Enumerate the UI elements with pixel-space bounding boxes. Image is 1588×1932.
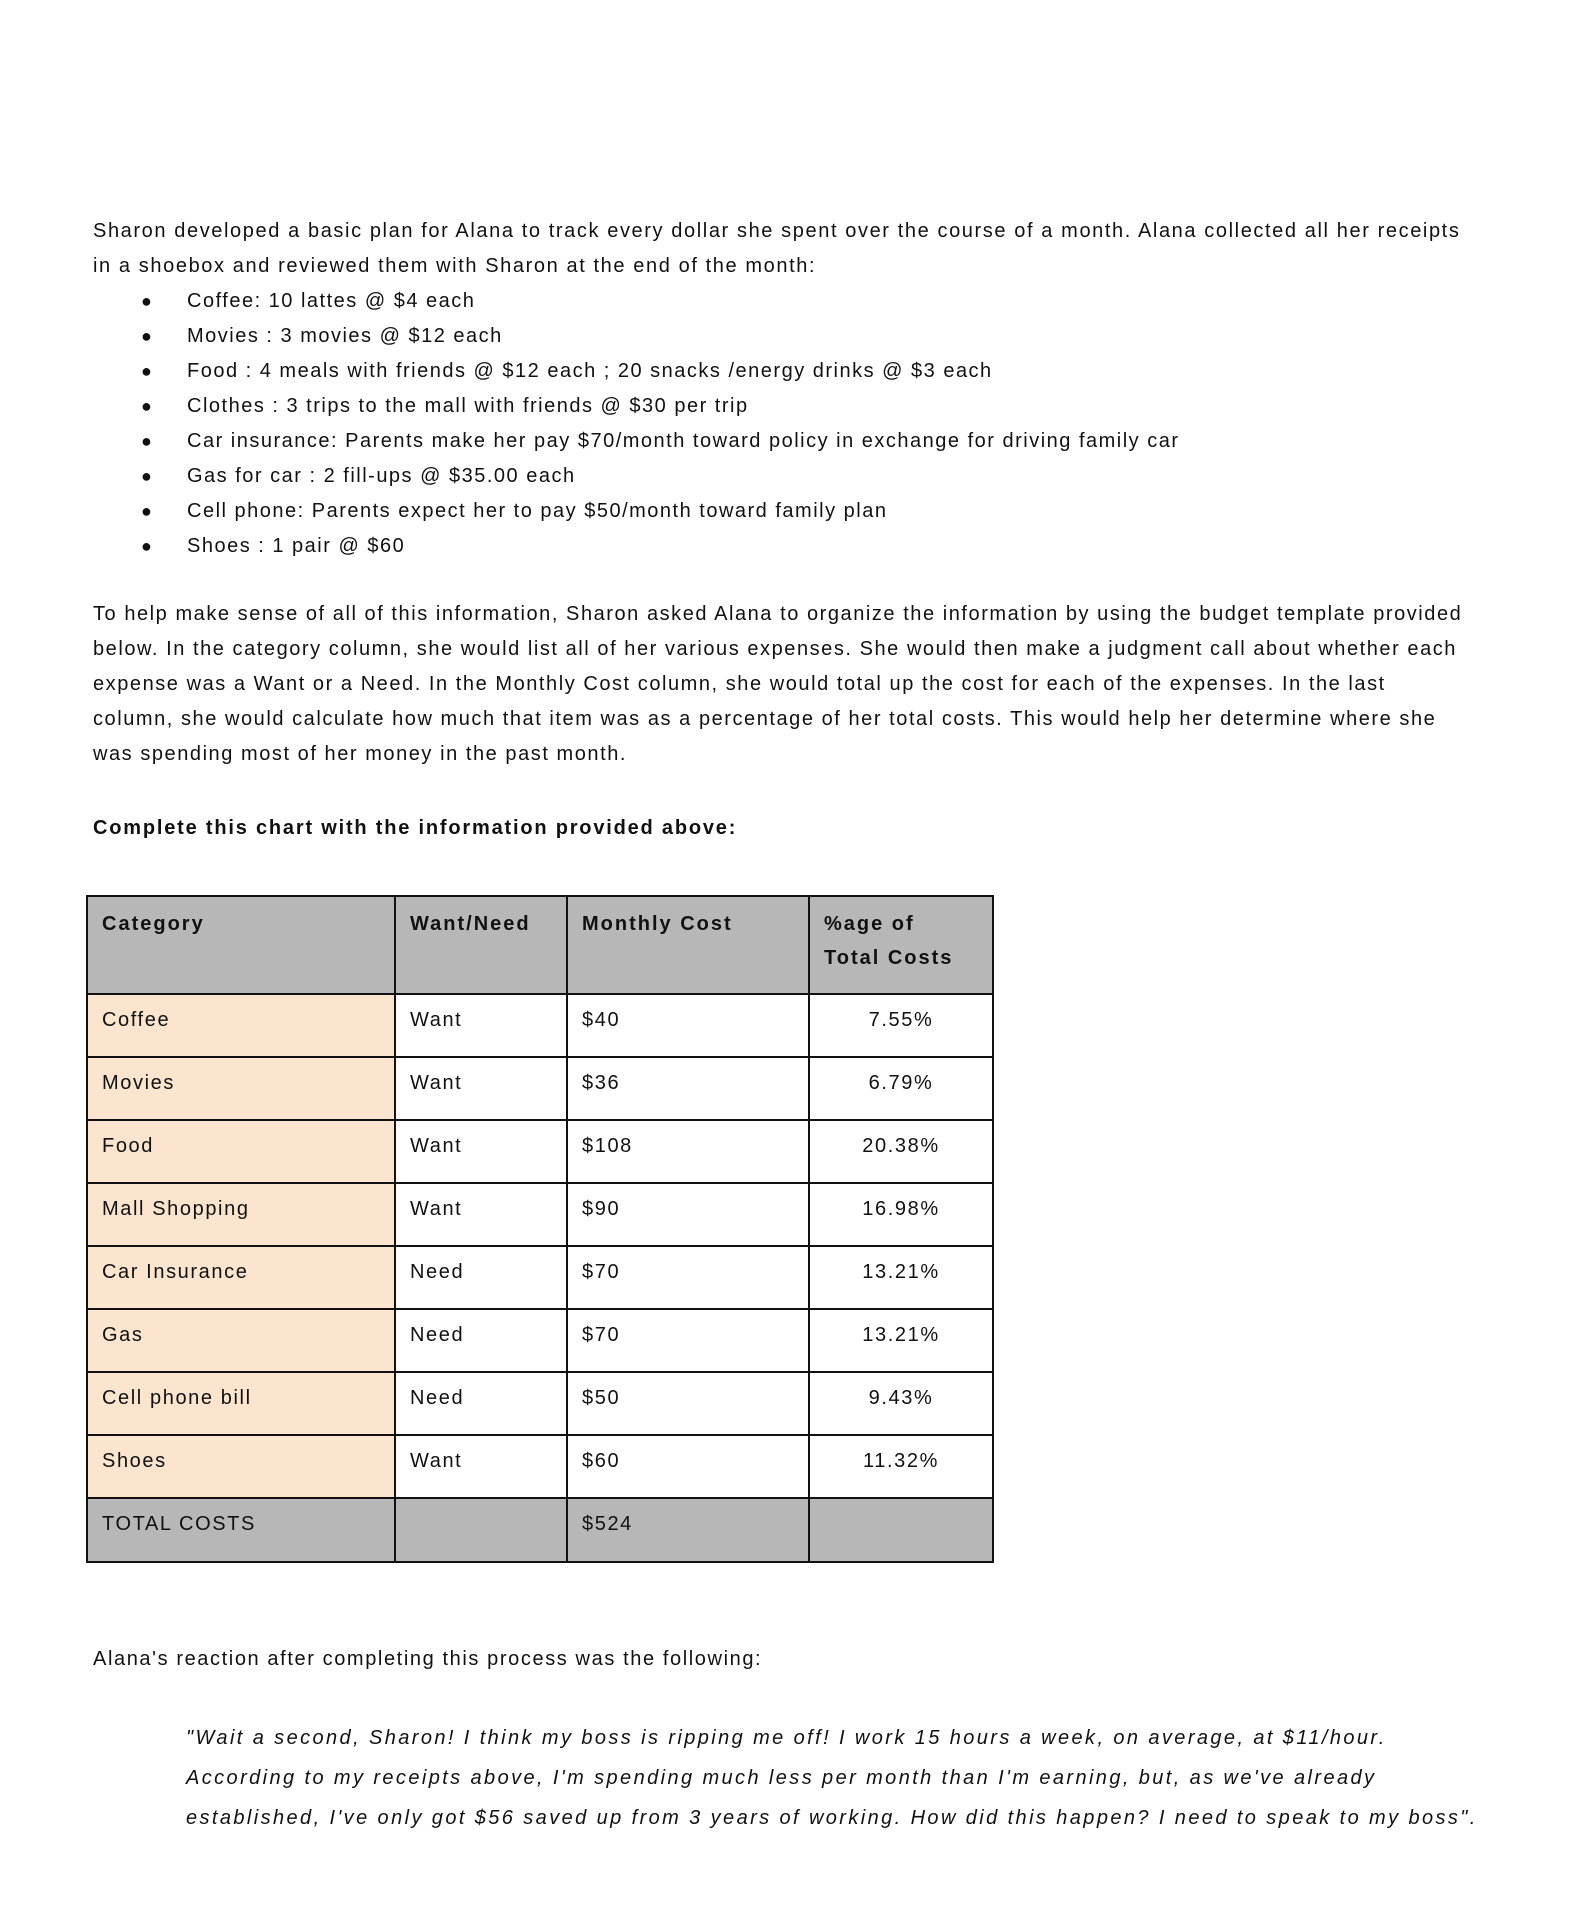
monthly-cost-cell: $90	[567, 1183, 809, 1246]
list-item-text: Shoes : 1 pair @ $60	[187, 535, 406, 557]
want-need-cell: Need	[395, 1309, 567, 1372]
category-cell: Movies	[87, 1057, 395, 1120]
list-item-text: Movies : 3 movies @ $12 each	[187, 325, 503, 347]
list-item	[93, 319, 1413, 354]
table-row	[87, 1057, 993, 1120]
category-cell: Mall Shopping	[87, 1183, 395, 1246]
category-cell: Car Insurance	[87, 1246, 395, 1309]
monthly-cost-cell: $36	[567, 1057, 809, 1120]
total-empty-cell	[395, 1498, 567, 1562]
percent-cell: 16.98%	[809, 1183, 993, 1246]
percent-cell: 13.21%	[809, 1246, 993, 1309]
want-need-cell: Need	[395, 1372, 567, 1435]
total-row	[87, 1498, 993, 1562]
monthly-cost-cell: $70	[567, 1309, 809, 1372]
want-need-cell: Want	[395, 994, 567, 1057]
total-percent-cell	[809, 1498, 993, 1562]
total-label-cell: TOTAL COSTS	[87, 1498, 395, 1562]
monthly-cost-cell: $108	[567, 1120, 809, 1183]
bullet-icon: ●	[141, 326, 152, 346]
want-need-cell: Want	[395, 1057, 567, 1120]
want-need-cell: Want	[395, 1120, 567, 1183]
table-row	[87, 1183, 993, 1246]
percent-cell: 13.21%	[809, 1309, 993, 1372]
header-want-need: Want/Need	[395, 896, 567, 994]
table-row	[87, 1309, 993, 1372]
table-header-row	[87, 896, 993, 994]
bullet-icon: ●	[141, 431, 152, 451]
percent-cell: 7.55%	[809, 994, 993, 1057]
list-item	[93, 494, 1413, 529]
header-category: Category	[87, 896, 395, 994]
percent-cell: 9.43%	[809, 1372, 993, 1435]
list-item	[93, 354, 1413, 389]
list-item	[93, 389, 1413, 424]
header-monthly-cost: Monthly Cost	[567, 896, 809, 994]
percent-cell: 20.38%	[809, 1120, 993, 1183]
percent-cell: 11.32%	[809, 1435, 993, 1498]
explanation-paragraph: To help make sense of all of this information, Sharon asked Alana to organize the information by using the budget template provided below. In the category column, she would list all of her various expenses. She would then make a judgment call about whether each expense was a Want or a Need. In the Monthly Cost column, she would total up the cost for each of the expenses. In the last column, she would calculate how much that item was as a percentage of her total costs. This would help her determine where she was spending most of her money in the past month.	[93, 603, 1463, 765]
list-item	[93, 284, 1413, 319]
list-item-text: Car insurance: Parents make her pay $70/month toward policy in exchange for driving family car	[187, 430, 1180, 452]
category-cell: Food	[87, 1120, 395, 1183]
bullet-icon: ●	[141, 396, 152, 416]
table-row	[87, 1246, 993, 1309]
want-need-cell: Want	[395, 1435, 567, 1498]
list-item-text: Coffee: 10 lattes @ $4 each	[187, 290, 476, 312]
header-percent-total: %age of Total Costs	[809, 896, 993, 994]
intro-paragraph: Sharon developed a basic plan for Alana to track every dollar she spent over the course of a month. Alana collected all her receipts in a shoebox and reviewed them with Sharon at the end of the month:	[93, 220, 1461, 277]
budget-table	[86, 895, 994, 1563]
alana-quote: "Wait a second, Sharon! I think my boss is ripping me off! I work 15 hours a week, on average, at $11/hour. According to my receipts above, I'm spending much less per month than I'm earning, but, as we've already established, I've only got $56 saved up from 3 years of working. How did this happen? I need to speak to my boss".	[186, 1727, 1478, 1829]
receipt-list	[93, 284, 1413, 564]
list-item-text: Gas for car : 2 fill-ups @ $35.00 each	[187, 465, 576, 487]
reaction-intro: Alana's reaction after completing this process was the following:	[93, 1648, 763, 1670]
list-item	[93, 424, 1413, 459]
monthly-cost-cell: $60	[567, 1435, 809, 1498]
list-item-text: Clothes : 3 trips to the mall with friends @ $30 per trip	[187, 395, 749, 417]
bullet-icon: ●	[141, 466, 152, 486]
monthly-cost-cell: $50	[567, 1372, 809, 1435]
monthly-cost-cell: $40	[567, 994, 809, 1057]
table-row	[87, 1435, 993, 1498]
want-need-cell: Want	[395, 1183, 567, 1246]
category-cell: Cell phone bill	[87, 1372, 395, 1435]
bullet-icon: ●	[141, 501, 152, 521]
bullet-icon: ●	[141, 291, 152, 311]
monthly-cost-cell: $70	[567, 1246, 809, 1309]
percent-cell: 6.79%	[809, 1057, 993, 1120]
want-need-cell: Need	[395, 1246, 567, 1309]
instruction-heading: Complete this chart with the information provided above:	[93, 817, 738, 839]
list-item-text: Food : 4 meals with friends @ $12 each ; 20 snacks /energy drinks @ $3 each	[187, 360, 993, 382]
list-item	[93, 529, 1413, 564]
table-row	[87, 1372, 993, 1435]
category-cell: Shoes	[87, 1435, 395, 1498]
bullet-icon: ●	[141, 536, 152, 556]
category-cell: Coffee	[87, 994, 395, 1057]
list-item	[93, 459, 1413, 494]
category-cell: Gas	[87, 1309, 395, 1372]
total-cost-cell: $524	[567, 1498, 809, 1562]
bullet-icon: ●	[141, 361, 152, 381]
table-row	[87, 994, 993, 1057]
list-item-text: Cell phone: Parents expect her to pay $50/month toward family plan	[187, 500, 888, 522]
table-row	[87, 1120, 993, 1183]
